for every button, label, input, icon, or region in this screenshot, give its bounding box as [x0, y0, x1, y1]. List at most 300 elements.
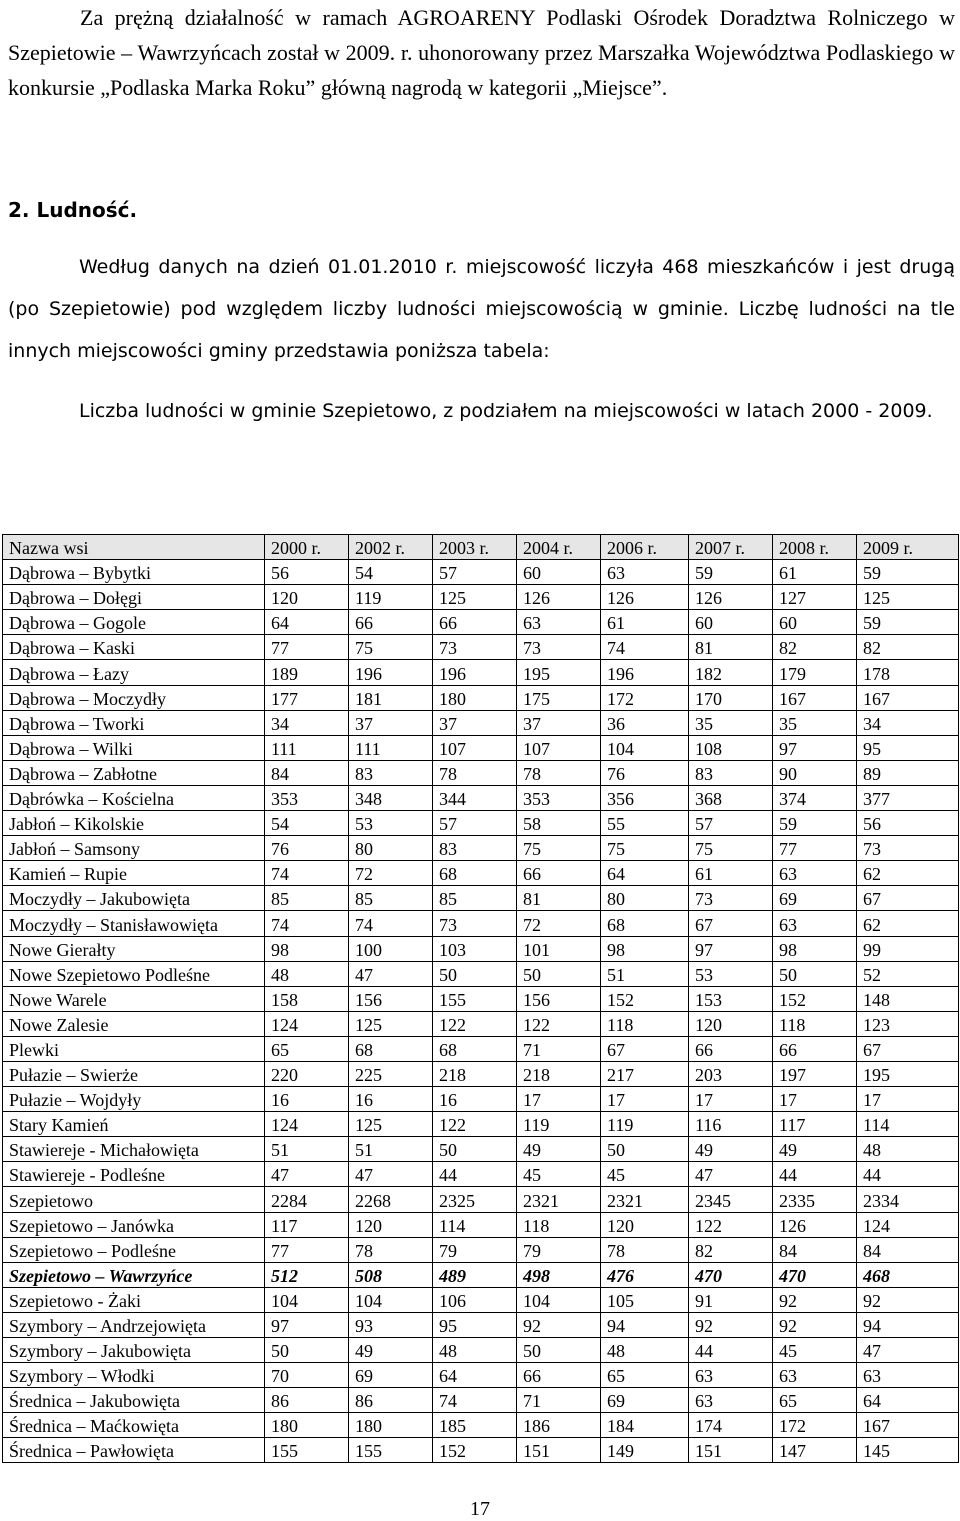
population-cell: 93: [349, 1312, 433, 1337]
population-cell: 76: [265, 836, 349, 861]
table-row: [3, 635, 959, 660]
population-cell: 44: [689, 1338, 773, 1363]
population-cell: 67: [689, 911, 773, 936]
population-cell: 58: [517, 811, 601, 836]
village-name-cell: Plewki: [3, 1036, 265, 1061]
population-cell: 118: [601, 1011, 689, 1036]
village-name-cell: Stary Kamień: [3, 1112, 265, 1137]
population-cell: 34: [857, 710, 959, 735]
population-cell: 104: [349, 1287, 433, 1312]
population-cell: 75: [349, 635, 433, 660]
population-cell: 2334: [857, 1187, 959, 1212]
population-cell: 56: [265, 560, 349, 585]
population-cell: 69: [773, 886, 857, 911]
table-row: [3, 1137, 959, 1162]
population-cell: 92: [773, 1287, 857, 1312]
population-cell: 47: [857, 1338, 959, 1363]
population-cell: 66: [517, 1363, 601, 1388]
population-cell: 95: [857, 735, 959, 760]
population-cell: 74: [433, 1388, 517, 1413]
population-cell: 48: [601, 1338, 689, 1363]
population-cell: 92: [773, 1312, 857, 1337]
population-cell: 184: [601, 1413, 689, 1438]
population-cell: 195: [857, 1061, 959, 1086]
population-cell: 470: [773, 1262, 857, 1287]
population-cell: 106: [433, 1287, 517, 1312]
village-name-cell: Dąbrowa – Wilki: [3, 735, 265, 760]
population-cell: 122: [433, 1011, 517, 1036]
village-name-cell: Pułazie – Wojdyły: [3, 1087, 265, 1112]
village-name-cell: Nowe Szepietowo Podleśne: [3, 961, 265, 986]
population-cell: 217: [601, 1061, 689, 1086]
population-cell: 57: [433, 811, 517, 836]
village-name-cell: Nowe Zalesie: [3, 1011, 265, 1036]
population-cell: 85: [265, 886, 349, 911]
village-name-cell: Jabłoń – Kikolskie: [3, 811, 265, 836]
village-name-cell: Szymbory – Jakubowięta: [3, 1338, 265, 1363]
section-heading: 2. Ludność.: [8, 198, 138, 222]
population-cell: 74: [601, 635, 689, 660]
table-row: [3, 1212, 959, 1237]
population-cell: 66: [689, 1036, 773, 1061]
population-cell: 36: [601, 710, 689, 735]
population-cell: 203: [689, 1061, 773, 1086]
village-name-cell: Nowe Warele: [3, 986, 265, 1011]
population-cell: 95: [433, 1312, 517, 1337]
table-row: [3, 1036, 959, 1061]
population-cell: 167: [857, 1413, 959, 1438]
population-cell: 127: [773, 585, 857, 610]
population-cell: 68: [433, 1036, 517, 1061]
table-row: [3, 785, 959, 810]
population-cell: 2268: [349, 1187, 433, 1212]
population-cell: 151: [517, 1438, 601, 1463]
population-cell: 60: [517, 560, 601, 585]
population-cell: 50: [773, 961, 857, 986]
population-cell: 63: [773, 911, 857, 936]
population-cell: 195: [517, 660, 601, 685]
population-cell: 118: [773, 1011, 857, 1036]
table-row: [3, 1061, 959, 1086]
population-cell: 68: [433, 861, 517, 886]
population-cell: 17: [517, 1087, 601, 1112]
population-cell: 151: [689, 1438, 773, 1463]
table-row: [3, 760, 959, 785]
population-cell: 48: [433, 1338, 517, 1363]
population-cell: 50: [433, 1137, 517, 1162]
table-row: [3, 660, 959, 685]
population-cell: 44: [433, 1162, 517, 1187]
village-name-cell: Dąbrowa – Dołęgi: [3, 585, 265, 610]
population-cell: 50: [265, 1338, 349, 1363]
population-cell: 61: [773, 560, 857, 585]
population-cell: 218: [433, 1061, 517, 1086]
population-cell: 35: [773, 710, 857, 735]
population-cell: 111: [349, 735, 433, 760]
population-cell: 126: [773, 1212, 857, 1237]
population-cell: 172: [773, 1413, 857, 1438]
population-cell: 107: [517, 735, 601, 760]
population-cell: 67: [857, 1036, 959, 1061]
population-cell: 61: [689, 861, 773, 886]
population-cell: 149: [601, 1438, 689, 1463]
population-cell: 167: [773, 685, 857, 710]
table-row: [3, 911, 959, 936]
population-cell: 73: [517, 635, 601, 660]
population-cell: 71: [517, 1388, 601, 1413]
population-cell: 16: [349, 1087, 433, 1112]
population-cell: 155: [265, 1438, 349, 1463]
population-cell: 348: [349, 785, 433, 810]
population-cell: 85: [433, 886, 517, 911]
table-row: [3, 1388, 959, 1413]
population-cell: 83: [433, 836, 517, 861]
village-name-cell: Średnica – Maćkowięta: [3, 1413, 265, 1438]
population-cell: 50: [517, 961, 601, 986]
population-cell: 72: [349, 861, 433, 886]
population-cell: 170: [689, 685, 773, 710]
village-name-cell: Stawiereje - Michałowięta: [3, 1137, 265, 1162]
village-name-cell: Stawiereje - Podleśne: [3, 1162, 265, 1187]
population-table: [2, 534, 959, 1463]
population-cell: 116: [689, 1112, 773, 1137]
table-row: [3, 936, 959, 961]
table-header-row: [3, 535, 959, 560]
population-cell: 2321: [601, 1187, 689, 1212]
population-cell: 16: [265, 1087, 349, 1112]
population-cell: 17: [857, 1087, 959, 1112]
population-cell: 180: [433, 685, 517, 710]
village-name-cell: Szepietowo – Wawrzyńce: [3, 1262, 265, 1287]
population-cell: 468: [857, 1262, 959, 1287]
population-cell: 78: [349, 1237, 433, 1262]
population-cell: 108: [689, 735, 773, 760]
population-cell: 100: [349, 936, 433, 961]
population-cell: 124: [265, 1011, 349, 1036]
population-cell: 64: [601, 861, 689, 886]
population-cell: 104: [517, 1287, 601, 1312]
village-name-cell: Szymbory – Andrzejowięta: [3, 1312, 265, 1337]
population-cell: 82: [773, 635, 857, 660]
population-cell: 2325: [433, 1187, 517, 1212]
population-cell: 48: [265, 961, 349, 986]
population-cell: 59: [857, 610, 959, 635]
population-cell: 125: [857, 585, 959, 610]
population-cell: 44: [773, 1162, 857, 1187]
column-header-year: 2002 r.: [349, 535, 433, 560]
population-cell: 54: [349, 560, 433, 585]
village-name-cell: Dąbrowa – Zabłotne: [3, 760, 265, 785]
population-cell: 180: [349, 1413, 433, 1438]
population-cell: 125: [433, 585, 517, 610]
population-cell: 196: [601, 660, 689, 685]
table-row: [3, 610, 959, 635]
population-cell: 68: [601, 911, 689, 936]
table-row: [3, 1087, 959, 1112]
population-cell: 66: [433, 610, 517, 635]
population-cell: 120: [689, 1011, 773, 1036]
population-cell: 57: [433, 560, 517, 585]
population-cell: 512: [265, 1262, 349, 1287]
population-cell: 177: [265, 685, 349, 710]
population-cell: 67: [857, 886, 959, 911]
column-header-year: 2007 r.: [689, 535, 773, 560]
column-header-year: 2003 r.: [433, 535, 517, 560]
village-name-cell: Średnica – Pawłowięta: [3, 1438, 265, 1463]
population-cell: 72: [517, 911, 601, 936]
table-row: [3, 986, 959, 1011]
population-cell: 45: [773, 1338, 857, 1363]
population-cell: 65: [265, 1036, 349, 1061]
population-cell: 51: [349, 1137, 433, 1162]
population-cell: 85: [349, 886, 433, 911]
population-cell: 49: [517, 1137, 601, 1162]
population-cell: 63: [773, 1363, 857, 1388]
population-cell: 54: [265, 811, 349, 836]
table-row: [3, 1187, 959, 1212]
village-name-cell: Moczydły – Jakubowięta: [3, 886, 265, 911]
population-cell: 377: [857, 785, 959, 810]
table-row: [3, 1112, 959, 1137]
population-cell: 118: [517, 1212, 601, 1237]
population-cell: 84: [857, 1237, 959, 1262]
population-cell: 353: [265, 785, 349, 810]
table-row: [3, 1262, 959, 1287]
intro-paragraph: Za prężną działalność w ramach AGROARENY Podlaski Ośrodek Doradztwa Rolniczego w Szepietowie – Wawrzyńcach został w 2009. r. uhonorowany przez Marszałka Województwa Podlaskiego w konkursie „Podlaska Marka Roku” główną nagrodą w kategorii „Miejsce”.: [8, 5, 955, 100]
population-cell: 48: [857, 1137, 959, 1162]
population-cell: 119: [349, 585, 433, 610]
population-cell: 114: [433, 1212, 517, 1237]
table-row: [3, 1338, 959, 1363]
population-cell: 97: [689, 936, 773, 961]
population-cell: 65: [601, 1363, 689, 1388]
village-name-cell: Dąbrowa – Bybytki: [3, 560, 265, 585]
population-cell: 153: [689, 986, 773, 1011]
village-name-cell: Dąbrówka – Kościelna: [3, 785, 265, 810]
population-cell: 218: [517, 1061, 601, 1086]
population-cell: 2335: [773, 1187, 857, 1212]
population-cell: 94: [601, 1312, 689, 1337]
population-cell: 75: [601, 836, 689, 861]
population-cell: 498: [517, 1262, 601, 1287]
population-cell: 78: [433, 760, 517, 785]
population-cell: 52: [857, 961, 959, 986]
population-cell: 152: [601, 986, 689, 1011]
population-cell: 476: [601, 1262, 689, 1287]
population-cell: 180: [265, 1413, 349, 1438]
population-cell: 17: [601, 1087, 689, 1112]
population-cell: 92: [689, 1312, 773, 1337]
population-cell: 123: [857, 1011, 959, 1036]
table-row: [3, 1237, 959, 1262]
population-cell: 73: [857, 836, 959, 861]
population-cell: 178: [857, 660, 959, 685]
population-cell: 99: [857, 936, 959, 961]
population-cell: 122: [689, 1212, 773, 1237]
table-row: [3, 886, 959, 911]
population-cell: 117: [773, 1112, 857, 1137]
village-name-cell: Jabłoń – Samsony: [3, 836, 265, 861]
population-cell: 97: [773, 735, 857, 760]
population-cell: 74: [349, 911, 433, 936]
table-row: [3, 1287, 959, 1312]
population-cell: 67: [601, 1036, 689, 1061]
table-row: [3, 861, 959, 886]
population-cell: 152: [433, 1438, 517, 1463]
population-cell: 196: [433, 660, 517, 685]
population-cell: 59: [689, 560, 773, 585]
population-cell: 145: [857, 1438, 959, 1463]
population-cell: 368: [689, 785, 773, 810]
population-cell: 80: [601, 886, 689, 911]
village-name-cell: Nowe Gierałty: [3, 936, 265, 961]
population-cell: 90: [773, 760, 857, 785]
population-cell: 63: [689, 1363, 773, 1388]
population-cell: 101: [517, 936, 601, 961]
population-cell: 82: [857, 635, 959, 660]
population-cell: 86: [265, 1388, 349, 1413]
population-cell: 125: [349, 1011, 433, 1036]
population-cell: 74: [265, 861, 349, 886]
population-cell: 98: [773, 936, 857, 961]
village-name-cell: Szepietowo - Żaki: [3, 1287, 265, 1312]
population-cell: 225: [349, 1061, 433, 1086]
population-cell: 60: [689, 610, 773, 635]
population-cell: 73: [433, 635, 517, 660]
population-cell: 60: [773, 610, 857, 635]
village-name-cell: Dąbrowa – Tworki: [3, 710, 265, 735]
table-row: [3, 961, 959, 986]
population-cell: 49: [773, 1137, 857, 1162]
population-cell: 182: [689, 660, 773, 685]
population-cell: 62: [857, 861, 959, 886]
population-cell: 84: [265, 760, 349, 785]
population-cell: 152: [773, 986, 857, 1011]
population-cell: 104: [601, 735, 689, 760]
village-name-cell: Średnica – Jakubowięta: [3, 1388, 265, 1413]
population-cell: 84: [773, 1237, 857, 1262]
population-cell: 120: [601, 1212, 689, 1237]
population-cell: 2345: [689, 1187, 773, 1212]
population-cell: 49: [349, 1338, 433, 1363]
table-row: [3, 710, 959, 735]
village-name-cell: Dąbrowa – Łazy: [3, 660, 265, 685]
population-cell: 77: [265, 635, 349, 660]
population-cell: 120: [349, 1212, 433, 1237]
population-cell: 92: [517, 1312, 601, 1337]
population-cell: 69: [349, 1363, 433, 1388]
population-cell: 57: [689, 811, 773, 836]
population-cell: 172: [601, 685, 689, 710]
population-cell: 59: [773, 811, 857, 836]
population-cell: 37: [517, 710, 601, 735]
population-cell: 63: [857, 1363, 959, 1388]
table-row: [3, 1438, 959, 1463]
population-cell: 86: [349, 1388, 433, 1413]
population-cell: 189: [265, 660, 349, 685]
column-header-name: Nazwa wsi: [3, 535, 265, 560]
population-cell: 66: [773, 1036, 857, 1061]
population-cell: 55: [601, 811, 689, 836]
population-cell: 79: [433, 1237, 517, 1262]
population-paragraph: Według danych na dzień 01.01.2010 r. miejscowość liczyła 468 mieszkańców i jest drugą (po Szepietowie) pod względem liczby ludności miejscowością w gminie. Liczbę ludności na tle innych miejscowości gminy przedstawia poniższa tabela:: [8, 256, 955, 362]
population-cell: 47: [349, 961, 433, 986]
population-cell: 73: [689, 886, 773, 911]
population-cell: 17: [689, 1087, 773, 1112]
population-cell: 71: [517, 1036, 601, 1061]
population-cell: 148: [857, 986, 959, 1011]
population-cell: 63: [689, 1388, 773, 1413]
population-cell: 175: [517, 685, 601, 710]
table-row: [3, 1413, 959, 1438]
village-name-cell: Dąbrowa – Kaski: [3, 635, 265, 660]
population-cell: 49: [689, 1137, 773, 1162]
population-cell: 51: [265, 1137, 349, 1162]
population-cell: 181: [349, 685, 433, 710]
population-cell: 126: [517, 585, 601, 610]
table-row: [3, 585, 959, 610]
population-cell: 53: [349, 811, 433, 836]
table-row: [3, 735, 959, 760]
column-header-year: 2004 r.: [517, 535, 601, 560]
population-cell: 97: [265, 1312, 349, 1337]
population-cell: 374: [773, 785, 857, 810]
table-row: [3, 811, 959, 836]
population-cell: 35: [689, 710, 773, 735]
population-cell: 126: [689, 585, 773, 610]
table-row: [3, 560, 959, 585]
population-cell: 105: [601, 1287, 689, 1312]
table-body: [3, 560, 959, 1463]
population-cell: 114: [857, 1112, 959, 1137]
population-cell: 65: [773, 1388, 857, 1413]
population-cell: 489: [433, 1262, 517, 1287]
population-cell: 2284: [265, 1187, 349, 1212]
population-cell: 50: [517, 1338, 601, 1363]
village-name-cell: Pułazie – Swierże: [3, 1061, 265, 1086]
population-cell: 94: [857, 1312, 959, 1337]
population-cell: 156: [517, 986, 601, 1011]
population-cell: 185: [433, 1413, 517, 1438]
table-row: [3, 685, 959, 710]
population-cell: 16: [433, 1087, 517, 1112]
population-cell: 47: [689, 1162, 773, 1187]
village-name-cell: Kamień – Rupie: [3, 861, 265, 886]
population-cell: 45: [601, 1162, 689, 1187]
population-cell: 81: [517, 886, 601, 911]
population-cell: 124: [265, 1112, 349, 1137]
population-cell: 44: [857, 1162, 959, 1187]
population-cell: 344: [433, 785, 517, 810]
population-cell: 66: [349, 610, 433, 635]
population-cell: 82: [689, 1237, 773, 1262]
population-cell: 66: [517, 861, 601, 886]
population-cell: 156: [349, 986, 433, 1011]
population-cell: 470: [689, 1262, 773, 1287]
population-cell: 98: [601, 936, 689, 961]
population-cell: 64: [433, 1363, 517, 1388]
village-name-cell: Moczydły – Stanisławowięta: [3, 911, 265, 936]
population-cell: 196: [349, 660, 433, 685]
population-cell: 167: [857, 685, 959, 710]
population-cell: 64: [857, 1388, 959, 1413]
population-cell: 37: [433, 710, 517, 735]
population-cell: 104: [265, 1287, 349, 1312]
population-cell: 126: [601, 585, 689, 610]
population-cell: 122: [517, 1011, 601, 1036]
population-cell: 50: [433, 961, 517, 986]
population-cell: 120: [265, 585, 349, 610]
